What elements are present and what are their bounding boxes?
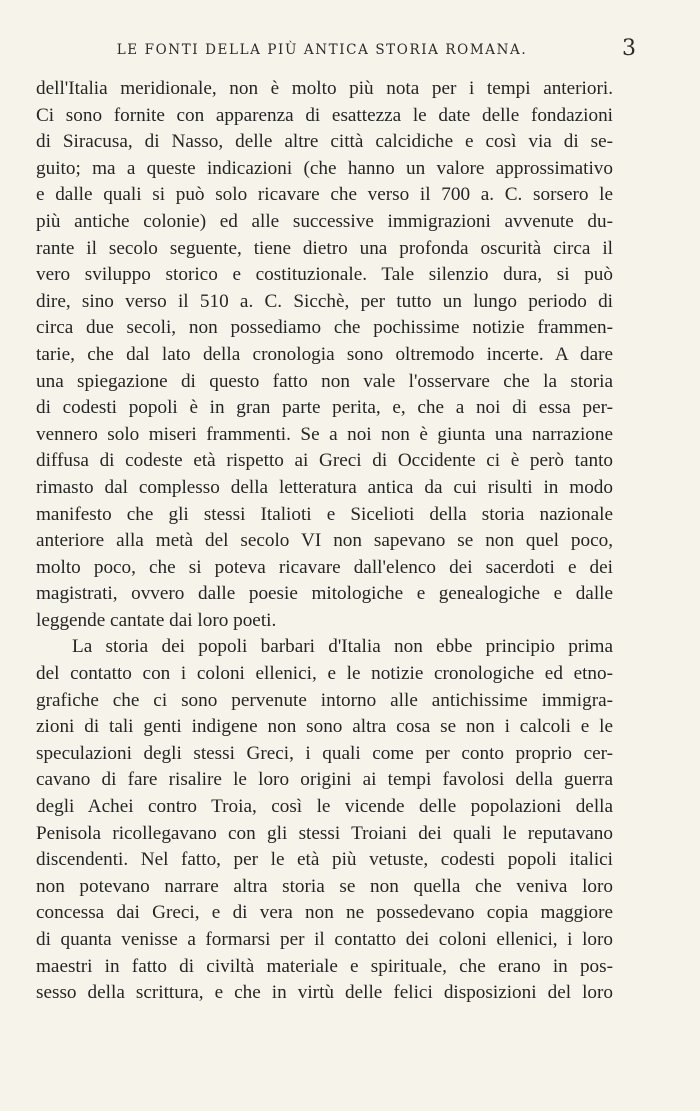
- text-line: rante il secolo seguente, tiene dietro una profonda oscurità circa il: [36, 237, 613, 259]
- text-line: leggende cantate dai loro poeti.: [36, 609, 277, 631]
- text-line: speculazioni degli stessi Greci, i quali come per conto proprio cer-: [36, 742, 613, 764]
- running-head: LE FONTI DELLA PIÙ ANTICA STORIA ROMANA.: [116, 42, 528, 58]
- body-text: [36, 76, 613, 1007]
- paragraph-2: [36, 634, 613, 1006]
- text-line: dell'Italia meridionale, non è molto più nota per i tempi anteriori.: [36, 78, 613, 99]
- text-line: sesso della scrittura, e che in virtù delle felici disposizioni del loro: [36, 982, 613, 1004]
- text-line: e dalle quali si può solo ricavare che verso il 700 a. C. sorsero le: [36, 184, 613, 206]
- text-line: rimasto dal complesso della letteratura antica da cui risulti in modo: [36, 476, 613, 498]
- text-line: guito; ma a queste indicazioni (che hanno un valore approssimativo: [36, 157, 613, 179]
- text-line: diffusa di codeste età rispetto ai Greci di Occidente ci è però tanto: [36, 450, 613, 472]
- text-line: vennero solo miseri frammenti. Se a noi non è giunta una narrazione: [36, 423, 613, 445]
- text-line: circa due secoli, non possediamo che pochissime notizie frammen-: [36, 317, 613, 339]
- text-line: cavano di fare risalire le loro origini ai tempi favolosi della guerra: [36, 769, 613, 791]
- text-line: Ci sono fornite con apparenza di esattezza le date delle fondazioni: [36, 104, 613, 126]
- page-header: [36, 36, 636, 66]
- text-line: di Siracusa, di Nasso, delle altre città calcidiche e così via di se-: [36, 131, 613, 153]
- text-line: discendenti. Nel fatto, per le età più vetuste, codesti popoli italici: [36, 849, 613, 871]
- text-line: vero sviluppo storico e costituzionale. Tale silenzio dura, si può: [36, 264, 613, 286]
- text-line: del contatto con i coloni ellenici, e le notizie cronologiche ed etno-: [36, 663, 613, 685]
- text-line: manifesto che gli stessi Italioti e Sicelioti della storia nazionale: [36, 503, 613, 525]
- text-line: di quanta venisse a formarsi per il contatto dei coloni ellenici, i loro: [36, 929, 613, 950]
- text-line: dire, sino verso il 510 a. C. Sicchè, per tutto un lungo periodo di: [36, 290, 613, 312]
- text-line: degli Achei contro Troia, così le vicende delle popolazioni della: [36, 796, 613, 818]
- text-line: concessa dai Greci, e di vera non ne possedevano copia maggiore: [36, 902, 613, 924]
- text-line: una spiegazione di questo fatto non vale l'osservare che la storia: [36, 370, 613, 392]
- text-line: La storia dei popoli barbari d'Italia non ebbe principio prima: [72, 636, 613, 658]
- text-line: non potevano narrare altra storia se non quella che veniva loro: [36, 875, 613, 897]
- text-line: più antiche colonie) ed alle successive immigrazioni avvenute du-: [36, 210, 613, 232]
- text-line: maestri in fatto di civiltà materiale e spirituale, che erano in pos-: [36, 955, 613, 977]
- text-line: tarie, che dal lato della cronologia sono oltremodo incerte. A dare: [36, 343, 613, 365]
- text-line: magistrati, ovvero dalle poesie mitologiche e genealogiche e dalle: [36, 583, 613, 605]
- page-number: 3: [622, 36, 636, 61]
- text-line: molto poco, che si poteva ricavare dall'elenco dei sacerdoti e dei: [36, 556, 613, 578]
- text-line: zioni di tali genti indigene non sono altra cosa se non i calcoli e le: [36, 716, 613, 738]
- text-line: Penisola ricollegavano con gli stessi Troiani dei quali le reputavano: [36, 822, 613, 844]
- text-line: di codesti popoli è in gran parte perita, e, che a noi di essa per-: [36, 397, 613, 419]
- text-line: grafiche che ci sono pervenute intorno alle antichissime immigra-: [36, 689, 613, 711]
- paragraph-1: [36, 76, 613, 634]
- text-line: anteriore alla metà del secolo VI non sapevano se non quel poco,: [36, 530, 613, 552]
